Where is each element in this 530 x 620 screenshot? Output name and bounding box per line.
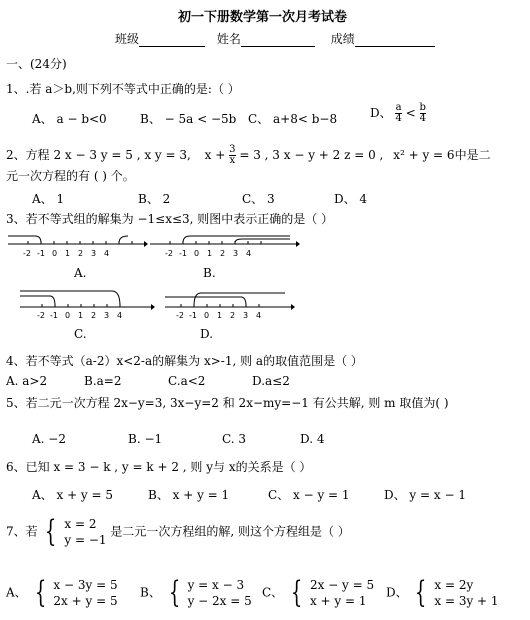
brace-icon: { — [290, 575, 303, 610]
q1-option-d[interactable] — [370, 103, 426, 124]
brace-icon: { — [168, 575, 180, 610]
tick-label: 0 — [52, 249, 58, 258]
ray-c-top — [20, 291, 120, 306]
tick-label: 1 — [217, 311, 223, 319]
ray-a-right — [119, 236, 128, 243]
tick-label: -1 — [37, 249, 45, 258]
page-title: 初一下册数学第一次月考试卷 — [178, 10, 348, 25]
tick-label: 1 — [65, 249, 71, 258]
diagram-label-a: A. — [74, 266, 87, 280]
q1-d-frac-left: $\frac{a}{4}$ — [395, 102, 402, 124]
tick-label: -1 — [179, 249, 187, 258]
tick-label: 4 — [246, 249, 252, 258]
tick-label: -1 — [189, 311, 197, 319]
tick-label: 0 — [194, 249, 200, 258]
q6-stem: 6、已知 x = 3 − k , y = k + 2 , 则 y与 x的关系是（ ） — [6, 460, 312, 474]
diagram-label-c: C. — [74, 327, 87, 341]
q5-stem: 5、若二元一次方程 2x−y=3, 3x−y=2 和 2x−my=−1 有公共解, 则 m 取值为( ) — [6, 396, 449, 410]
q6-option-b[interactable]: B、 x + y = 1 — [148, 488, 230, 502]
tick-label: 3 — [91, 249, 97, 258]
q2-line1: 2、方程 2 x − 3 y = 5 , x y = 3, x + $\frac{3}{x}$ = 3 , 3 x − y + 2 z = 0 , x² + y = 6中是二 — [6, 144, 491, 166]
q7-suffix: 是二元一次方程组的解, 则这个方程组是（ ） — [110, 524, 350, 539]
brace-icon: { — [415, 575, 427, 610]
q2-fraction: $\frac{3}{x}$ — [229, 144, 236, 166]
tick-label: 1 — [207, 249, 213, 258]
tick-label: -2 — [176, 311, 184, 319]
q1-option-a[interactable]: A、 a − b<0 — [32, 112, 107, 126]
tick-label: -2 — [165, 249, 173, 258]
q7-a-system: x − 3y = 5 2x + y = 5 — [53, 578, 118, 608]
diagram-label-b: B. — [203, 266, 216, 280]
q2-option-b[interactable]: B、 2 — [138, 192, 171, 206]
q7-c-label: C、 — [262, 585, 284, 600]
tick-label: 0 — [65, 311, 71, 319]
q7-prefix: 7、若 — [6, 524, 38, 539]
number-line-d[interactable] — [165, 287, 295, 319]
score-label: 成绩 — [330, 32, 355, 46]
q4-option-d[interactable]: D.a≤2 — [252, 374, 290, 388]
q1-d-op: < — [405, 106, 416, 120]
tick-label: 4 — [256, 311, 262, 319]
number-line-a[interactable] — [8, 232, 148, 264]
brace-icon: { — [45, 514, 57, 549]
number-line-c[interactable] — [20, 287, 155, 319]
ray-a-left — [8, 236, 41, 243]
q1-d-frac-right: $\frac{b}{4}$ — [419, 102, 426, 124]
q1-option-c[interactable]: C、 a+8< b−8 — [248, 112, 338, 126]
tick-label: 4 — [104, 249, 110, 258]
tick-label: -1 — [50, 311, 58, 319]
tick-label: 0 — [204, 311, 210, 319]
ray-d-left — [165, 297, 246, 306]
tick-label: 3 — [104, 311, 110, 319]
ray-b2 — [235, 239, 290, 243]
q5-option-b[interactable]: B. −1 — [128, 432, 163, 446]
q7-option-a[interactable] — [6, 577, 118, 609]
q7-option-b[interactable] — [140, 577, 252, 609]
student-info-row — [115, 30, 435, 47]
q7-b-label: B、 — [140, 585, 161, 600]
tick-label: 1 — [78, 311, 84, 319]
tick-label: 2 — [78, 249, 84, 258]
q6-option-d[interactable]: D、 y = x − 1 — [384, 488, 466, 502]
name-blank[interactable] — [241, 34, 315, 47]
q2-option-a[interactable]: A、 1 — [32, 192, 65, 206]
q6-option-c[interactable]: C、 x − y = 1 — [268, 488, 350, 502]
q7-c-system: 2x − y = 5 x + y = 1 — [309, 578, 375, 608]
q5-option-d[interactable]: D. 4 — [300, 432, 325, 446]
tick-label: -2 — [37, 311, 45, 319]
q4-option-c[interactable]: C.a<2 — [168, 374, 206, 388]
q7-solution-system: x = 2 y = −1 — [64, 517, 107, 547]
q1-d-label: D、 — [370, 106, 392, 120]
q5-option-c[interactable]: C. 3 — [222, 432, 247, 446]
q6-option-a[interactable]: A、 x + y = 5 — [32, 488, 114, 502]
number-line-b[interactable] — [150, 232, 300, 264]
q4-option-a[interactable]: A. a>2 — [6, 374, 48, 388]
name-label: 姓名 — [216, 32, 241, 46]
q7-stem — [6, 516, 350, 548]
q7-d-label: D、 — [386, 585, 408, 600]
tick-label: 3 — [243, 311, 249, 319]
q7-a-label: A、 — [6, 585, 27, 600]
q5-option-a[interactable]: A. −2 — [32, 432, 66, 446]
tick-label: -2 — [23, 249, 31, 258]
diagram-label-d: D. — [200, 327, 214, 341]
section-heading: 一、(24分) — [6, 57, 67, 71]
tick-label: 4 — [117, 311, 123, 319]
q4-option-b[interactable]: B.a=2 — [84, 374, 122, 388]
score-blank[interactable] — [355, 34, 435, 47]
q2-option-d[interactable]: D、 4 — [334, 192, 368, 206]
class-blank[interactable] — [139, 34, 205, 47]
ray-d-right — [194, 293, 285, 306]
q7-option-d[interactable] — [386, 577, 499, 609]
class-label: 班级 — [115, 32, 140, 46]
q3-stem: 3、若不等式组的解集为 −1≤x≤3, 则图中表示正确的是（ ） — [6, 212, 334, 226]
q2-option-c[interactable]: C、 3 — [242, 192, 275, 206]
q4-stem: 4、若不等式（a-2）x<2-a的解集为 x>-1, 则 a的取值范围是（ ） — [6, 354, 363, 368]
q7-option-c[interactable] — [262, 577, 374, 609]
tick-label: 2 — [91, 311, 97, 319]
tick-label: 2 — [220, 249, 226, 258]
q2-line2: 元一次方程的有 ( ) 个。 — [6, 169, 135, 183]
brace-icon: { — [34, 575, 46, 610]
q1-stem: 1、.若 a＞b,则下列不等式中正确的是:（ ） — [6, 82, 240, 96]
tick-label: 2 — [230, 311, 236, 319]
ray-c-bottom — [20, 296, 55, 306]
q7-b-system: y = x − 3 y − 2x = 5 — [187, 578, 252, 608]
q1-option-b[interactable]: B、 − 5a < −5b — [140, 112, 237, 126]
tick-label: 3 — [233, 249, 239, 258]
q7-d-system: x = 2y x = 3y + 1 — [434, 578, 499, 608]
